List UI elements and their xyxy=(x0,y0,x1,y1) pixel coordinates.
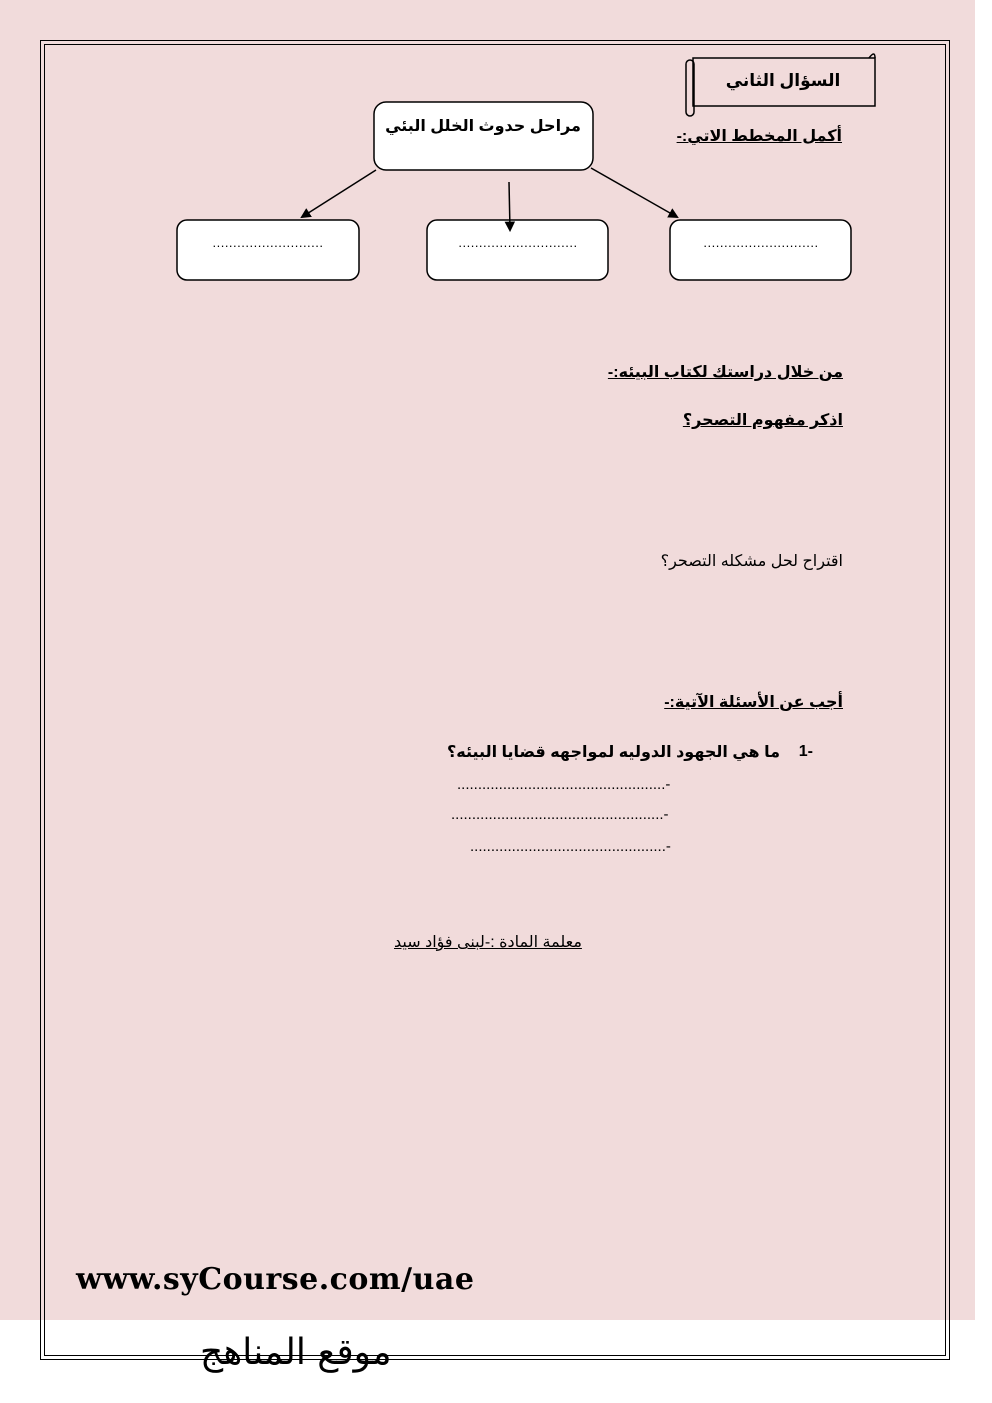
diagram-instruction: أكمل المخطط الاتي:- xyxy=(676,128,842,145)
answer-line-2: ...................................................- xyxy=(451,806,669,823)
site-brand: موقع المناهج xyxy=(200,1332,392,1373)
diagram-box-left xyxy=(177,220,359,280)
answer-heading: أجب عن الأسئلة الآتية:- xyxy=(664,694,843,711)
diagram-blank-right: ............................ xyxy=(703,235,819,250)
diagram-box-right xyxy=(670,220,851,280)
diagram-arrow-right xyxy=(591,168,677,217)
diagram-center-label: مراحل حدوث الخلل البئي xyxy=(385,118,581,135)
diagram-blank-left: ........................... xyxy=(212,235,324,250)
question-1-text: ما هي الجهود الدوليه لمواجهه قضايا البيئه؟ xyxy=(447,744,780,761)
teacher-name: معلمة المادة :-لبنى فؤاد سيد xyxy=(394,934,582,951)
question-1-number: 1- xyxy=(798,743,813,760)
diagram-arrow-middle xyxy=(509,182,510,230)
diagram-blank-middle: ............................. xyxy=(458,235,578,250)
website-url: www.syCourse.com/uae xyxy=(76,1262,475,1297)
proposal-question: اقتراح لحل مشكله التصحر؟ xyxy=(660,553,843,570)
answer-line-1: ..................................................- xyxy=(457,776,671,793)
diagram-arrow-left xyxy=(302,170,376,217)
answer-line-3: ...............................................- xyxy=(470,838,671,855)
concept-question: اذكر مفهوم التصحر؟ xyxy=(682,412,843,429)
environment-heading: من خلال دراستك لكتاب البيئه:- xyxy=(607,364,843,381)
diagram-box-middle xyxy=(427,220,608,280)
diagram xyxy=(0,0,992,400)
question-title: السؤال الثاني xyxy=(725,71,841,90)
